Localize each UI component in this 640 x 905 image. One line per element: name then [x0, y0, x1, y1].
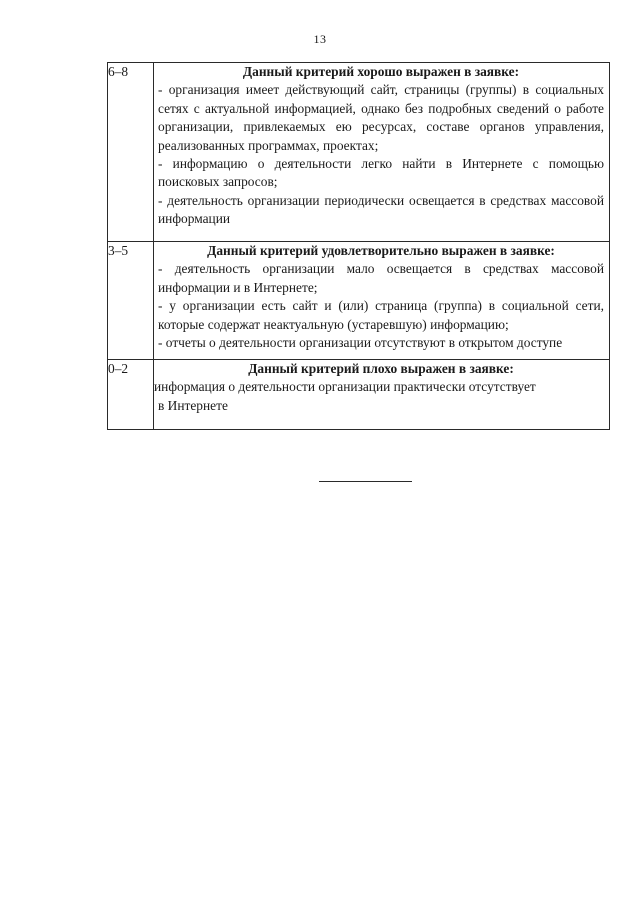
- score-value: 6–8: [108, 64, 129, 79]
- criterion-item: - отчеты о деятельности организации отсутствуют в открытом доступе: [158, 335, 563, 351]
- description-cell: [154, 63, 610, 242]
- criterion-heading: Данный критерий плохо выражен в заявке:: [248, 361, 514, 376]
- criterion-item: - деятельность организации мало освещается в средствах массовой информации и в Интернете;: [158, 261, 604, 295]
- score-cell: [108, 360, 154, 430]
- table-row: [108, 360, 610, 430]
- criterion-item: - информацию о деятельности легко найти в Интернете с помощью поисковых запросов;: [158, 156, 604, 190]
- criteria-table: [107, 62, 610, 430]
- table-row: [108, 63, 610, 242]
- criterion-item: информация о деятельности организации практически отсутствует: [154, 379, 536, 395]
- criterion-heading: Данный критерий хорошо выражен в заявке:: [242, 64, 520, 79]
- description-cell: [154, 242, 610, 360]
- criterion-item: в Интернете: [158, 397, 228, 413]
- score-cell: [108, 63, 154, 242]
- criterion-item: - деятельность организации периодически освещается в средствах массовой информации: [158, 192, 604, 227]
- score-value: 0–2: [108, 361, 129, 376]
- criterion-item: - у организации есть сайт и (или) страница (группа) в социальной сети, которые содержат неактуальную (устаревшую) информацию;: [158, 298, 604, 332]
- table-row: [108, 242, 610, 360]
- description-cell: [154, 360, 610, 430]
- criterion-heading: Данный критерий удовлетворительно выражен в заявке:: [207, 243, 555, 258]
- score-cell: [108, 242, 154, 360]
- page-number: 13: [313, 32, 327, 46]
- score-value: 3–5: [108, 243, 129, 258]
- criterion-item: - организация имеет действующий сайт, страницы (группы) в социальных сетях с актуальной информацией, однако без подробных сведений о работе организации, привлекаемых ею ресурсах, составе органов управления, реализованных программах, проектах;: [158, 82, 604, 153]
- end-of-document-rule: [319, 481, 412, 482]
